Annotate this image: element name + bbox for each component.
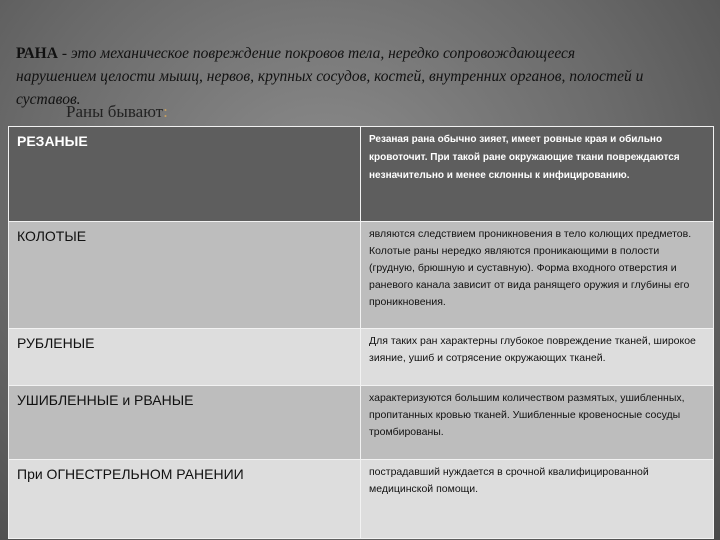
wound-types-table xyxy=(8,126,714,539)
type-name: УШИБЛЕННЫЕ и РВАНЫЕ xyxy=(17,392,194,409)
type-description: пострадавший нуждается в срочной квалифицированной медицинской помощи. xyxy=(369,466,649,496)
type-description-cell xyxy=(361,460,714,539)
type-name-cell xyxy=(9,329,361,386)
type-description: являются следствием проникновения в тело колющих предметов. Колотые раны нередко являются проникающими в полости (грудную, брюшную и суставную). Форма входного отверстия и раневого канала зависит от вида ранящего оружия и глубины его проникновения. xyxy=(369,228,692,309)
type-name-cell xyxy=(9,127,361,222)
type-name: При ОГНЕСТРЕЛЬНОМ РАНЕНИИ xyxy=(17,466,244,483)
type-description: характеризуются большим количеством размятых, ушибленных, пропитанных кровью тканей. Ушибленные кровеносные сосуды тромбированы. xyxy=(369,392,685,439)
type-description-cell xyxy=(361,329,714,386)
table-row xyxy=(9,127,714,222)
type-description-cell xyxy=(361,127,714,222)
type-name: РУБЛЕНЫЕ xyxy=(17,335,95,352)
type-name-cell xyxy=(9,222,361,329)
type-name-cell xyxy=(9,460,361,539)
type-description: Резаная рана обычно зияет, имеет ровные края и обильно кровоточит. При такой ране окружающие ткани повреждаются незначительно и менее склонны к инфицированию. xyxy=(369,134,680,181)
type-name-cell xyxy=(9,386,361,460)
table-row xyxy=(9,386,714,460)
type-name: РЕЗАНЫЕ xyxy=(17,133,88,149)
table-row xyxy=(9,222,714,329)
type-name: КОЛОТЫЕ xyxy=(17,228,87,245)
subheading-text: Раны бывают xyxy=(66,102,164,121)
definition-paragraph xyxy=(16,42,656,111)
type-description-cell xyxy=(361,222,714,329)
table-row xyxy=(9,460,714,539)
subheading xyxy=(66,102,168,122)
table-row xyxy=(9,329,714,386)
definition-text: - это механическое повреждение покровов тела, нередко сопровождающееся нарушением целости мышц, нервов, крупных сосудов, костей, внутренних органов, полостей и суставов. xyxy=(16,44,644,108)
term-rana: РАНА xyxy=(16,44,58,62)
type-description-cell xyxy=(361,386,714,460)
type-description: Для таких ран характерны глубокое повреждение тканей, широкое зияние, ушиб и сотрясение окружающих тканей. xyxy=(369,335,696,365)
subheading-colon: : xyxy=(163,102,168,121)
